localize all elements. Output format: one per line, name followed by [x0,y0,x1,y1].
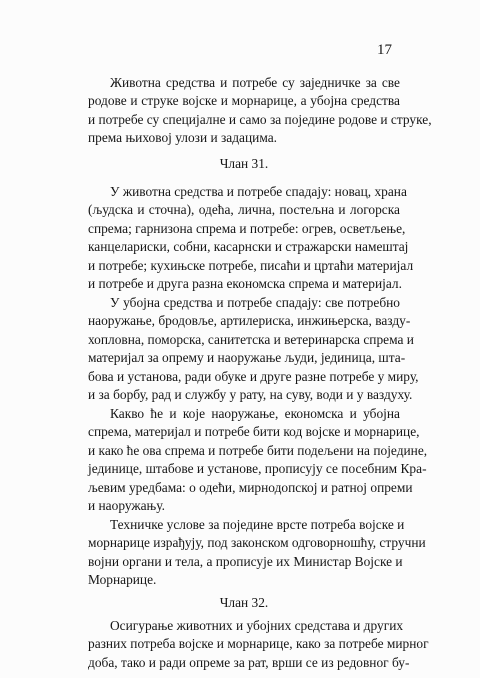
text-line: и потребе и друга разна економска спрема и материјал. [88,276,402,292]
text-line: Морнарице. [88,572,157,588]
text-line: материјал за опрему и наоружање људи, јединица, шта- [88,350,406,366]
text-line: јединице, штабове и установе, прописују се посебним Кра- [88,461,427,477]
text-line: војни органи и тела, а прописује их Министар Војске и [88,553,403,569]
text-line: и потребе су специјалне и само за поједине родове и струке, [88,111,432,127]
text-line: Какво ће и које наоружање, економска и убојна [110,406,400,421]
text-line: наоружање, бродовље, артилериска, инжињерска, вазду- [88,313,411,329]
article-31-paragraph-4 [88,516,426,590]
page-number: 17 [377,42,392,58]
text-line: Животна средства и потребе су заједничке за све [110,75,400,90]
text-line: према њиховој улози и задацима. [88,130,277,146]
text-line: У убојна средства и потребе спадају: све потребно [110,295,400,310]
text-line: (људска и сточна), одећа, лична, постељна и логорска [88,202,400,218]
text-line: морнарице израђују, под законском одговорношћу, стручни [88,535,426,551]
article-32-paragraph-1 [88,617,429,672]
text-line: родове и струке војске и морнарице, а убојна средства [88,93,400,109]
text-line: У животна средства и потребе спадају: новац, храна [110,184,407,199]
article-31-paragraph-1 [88,183,414,293]
text-line: хопловна, поморска, санитетска и ветеринарска спрема и [88,331,414,347]
text-line: и за борбу, рад и службу у рату, на суву, води и у ваздуху. [88,387,413,403]
article-31-paragraph-2 [88,294,419,404]
text-line: спрема, материјал и потребе бити код војске и морнарице, [88,424,420,440]
text-line: Осигурање животних и убојних средстава и других [110,618,404,633]
text-line: и наоружању. [88,498,165,514]
text-line: доба, тако и ради опреме за рат, врши се из редовног бу- [88,654,410,670]
text-line: разних потреба војске и морнарице, како за потребе мирног [88,636,429,652]
text-line: бова и установа, ради обуке и друге разне потребе у миру, [88,368,419,384]
text-line: љевим уредбама: о одећи, мирнодопској и ратној опреми [88,479,413,495]
article-32-title: Члан 32. [219,595,269,610]
article-31-title: Члан 31. [219,156,269,171]
text-line: Техничке услове за поједине врсте потреба војске и [110,517,405,532]
article-31-paragraph-3 [88,405,428,515]
text-line: и како ће ова спрема и потребе бити подељени на поједине, [88,442,428,458]
text-line: канцелариски, собни, касарнски и стражарски намештај [88,239,409,255]
text-line: и потребе; кухињске потребе, писаћи и цртаћи материјал [88,257,414,273]
text-line: спрема; гарнизона спрема и потребе: огрев, осветљење, [88,220,406,236]
intro-paragraph [88,74,432,148]
